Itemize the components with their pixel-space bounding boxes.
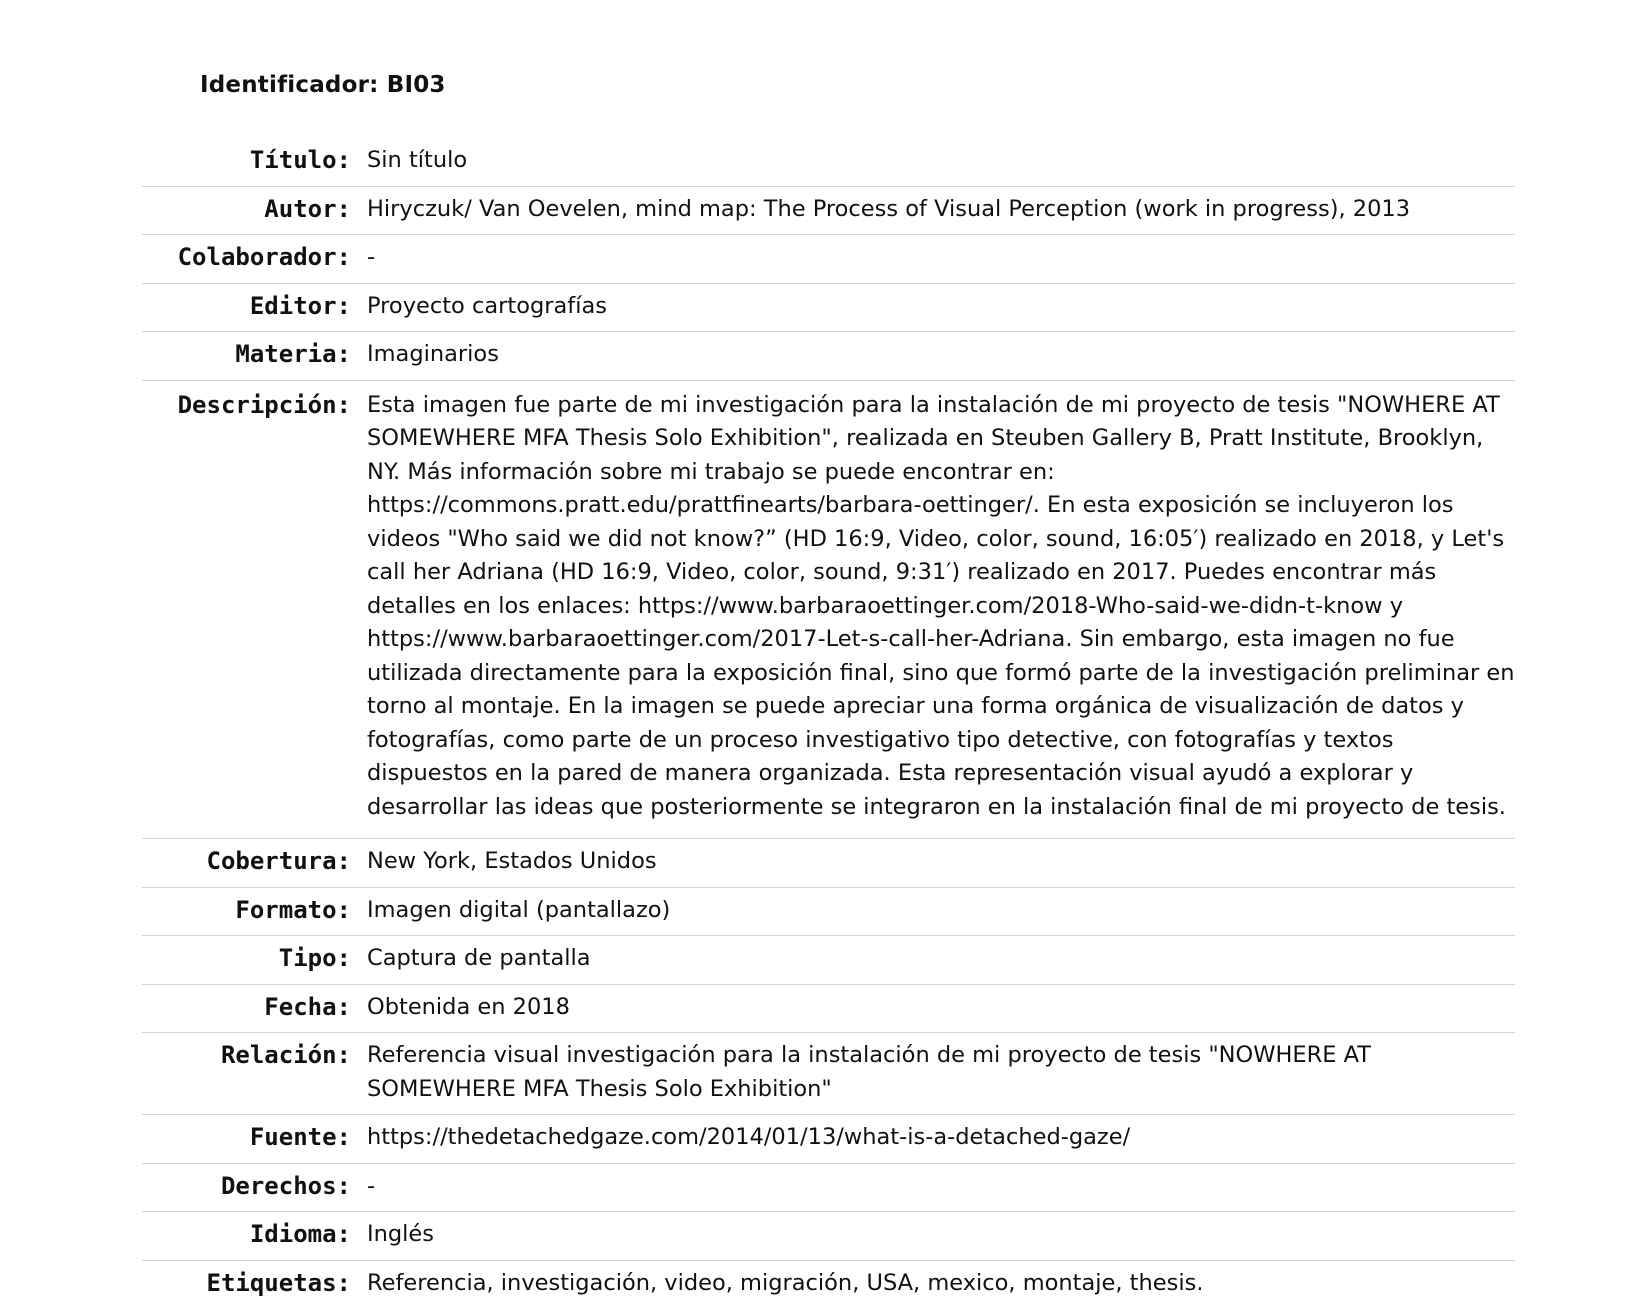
field-value: Proyecto cartografías — [351, 290, 1515, 324]
field-value: Imaginarios — [351, 338, 1515, 372]
field-value: Esta imagen fue parte de mi investigación para la instalación de mi proyecto de tesis "NOWHERE AT SOMEWHERE MFA Thesis Solo Exhibition", realizada en Steuben Gallery B, Pratt Institute, Brooklyn, NY. Más información sobre mi trabajo se puede encontrar en: https://commons.pratt.edu/prattfinearts/barbara-oettinger/. En esta exposición se incluyeron los videos "Who said we did not know?” (HD 16:9, Video, color, sound, 16:05′) realizado en 2018, y Let's call her Adriana (HD 16:9, Video, color, sound, 9:31′) realizado en 2017. Puedes encontrar más detalles en los enlaces: https://www.barbaraoettinger.com/2018-Who-said-we-didn-t-know y https://www.barbaraoettinger.com/2017-Let-s-call-her-Adriana. Sin embargo, esta imagen no fue utilizada directamente para la exposición final, sino que formó parte de la investigación preliminar en torno al montaje. En la imagen se puede apreciar una forma orgánica de visualización de datos y fotografías, como parte de un proceso investigativo tipo detective, con fotografías y textos dispuestos en la pared de manera organizada. Esta representación visual ayudó a explorar y desarrollar las ideas que posteriormente se integraron en la instalación final de mi proyecto de tesis. — [351, 389, 1515, 825]
field-value: Referencia visual investigación para la instalación de mi proyecto de tesis "NOWHERE AT SOMEWHERE MFA Thesis Solo Exhibition" — [351, 1039, 1515, 1106]
row-relacion — [142, 1032, 1515, 1114]
field-label: Cobertura: — [142, 845, 351, 878]
row-editor — [142, 283, 1515, 332]
field-label: Idioma: — [142, 1218, 351, 1251]
row-materia — [142, 331, 1515, 380]
row-autor — [142, 186, 1515, 235]
field-value: Imagen digital (pantallazo) — [351, 894, 1515, 928]
field-value: Captura de pantalla — [351, 942, 1515, 976]
field-label: Tipo: — [142, 942, 351, 975]
row-fuente — [142, 1114, 1515, 1163]
field-value: Sin título — [351, 144, 1515, 178]
field-label: Fuente: — [142, 1121, 351, 1154]
row-idioma — [142, 1211, 1515, 1260]
field-label: Derechos: — [142, 1170, 351, 1203]
field-label: Materia: — [142, 338, 351, 371]
row-cobertura — [142, 838, 1515, 887]
row-etiquetas — [142, 1260, 1515, 1308]
field-label: Colaborador: — [142, 241, 351, 274]
field-label: Relación: — [142, 1039, 351, 1072]
field-value: - — [351, 241, 1515, 275]
field-label: Formato: — [142, 894, 351, 927]
metadata-table — [142, 138, 1515, 1308]
field-label: Editor: — [142, 290, 351, 323]
field-value: New York, Estados Unidos — [351, 845, 1515, 879]
field-label: Fecha: — [142, 991, 351, 1024]
field-label: Etiquetas: — [142, 1267, 351, 1300]
row-titulo — [142, 138, 1515, 186]
row-derechos — [142, 1163, 1515, 1212]
row-formato — [142, 887, 1515, 936]
identifier-heading: Identificador: BI03 — [200, 72, 446, 98]
field-value: Hiryczuk/ Van Oevelen, mind map: The Process of Visual Perception (work in progress), 2013 — [351, 193, 1515, 227]
field-label: Título: — [142, 144, 351, 177]
field-label: Descripción: — [142, 389, 351, 422]
row-fecha — [142, 984, 1515, 1033]
row-colaborador — [142, 234, 1515, 283]
field-label: Autor: — [142, 193, 351, 226]
row-descripcion — [142, 380, 1515, 839]
field-value: Inglés — [351, 1218, 1515, 1252]
field-value: Obtenida en 2018 — [351, 991, 1515, 1025]
field-value: Referencia, investigación, video, migración, USA, mexico, montaje, thesis. — [351, 1267, 1515, 1301]
row-tipo — [142, 935, 1515, 984]
field-value: https://thedetachedgaze.com/2014/01/13/what-is-a-detached-gaze/ — [351, 1121, 1515, 1155]
field-value: - — [351, 1170, 1515, 1204]
